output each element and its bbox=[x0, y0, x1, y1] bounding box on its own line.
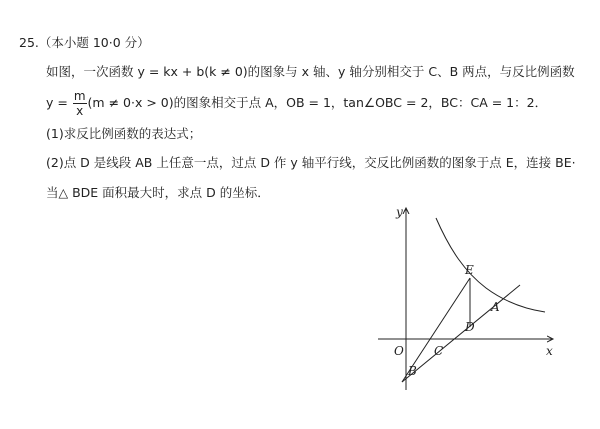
label-x-axis: x bbox=[546, 344, 553, 358]
hyperbola-curve bbox=[436, 218, 545, 312]
problem-header: 25.（本小题 10·0 分） bbox=[19, 35, 150, 50]
part-1-question: (1)求反比例函数的表达式； bbox=[46, 126, 202, 141]
fraction-denominator: x bbox=[76, 104, 84, 118]
problem-line-1: 如图，一次函数 y = kx + b(k ≠ 0)的图象与 x 轴、y 轴分别相交于 C、B 两点，与反比例函数 bbox=[46, 64, 575, 79]
label-y-axis: y bbox=[396, 205, 403, 219]
formula-tail: (m ≠ 0·x > 0)的图象相交于点 A，OB = 1，tan∠OBC = 2，BC：CA = 1：2． bbox=[87, 95, 548, 110]
line-bc bbox=[402, 285, 520, 382]
part-2-question-line-2: 当△ BDE 面积最大时，求点 D 的坐标． bbox=[46, 185, 270, 200]
label-point-a: A bbox=[491, 300, 500, 314]
fraction-numerator: m bbox=[73, 89, 86, 103]
formula-lead: y = bbox=[46, 95, 68, 110]
label-point-e: E bbox=[465, 263, 474, 277]
label-point-c: C bbox=[434, 344, 444, 358]
label-point-d: D bbox=[465, 320, 475, 334]
label-point-b: B bbox=[408, 364, 417, 378]
part-2-question-line-1: (2)点 D 是线段 AB 上任意一点，过点 D 作 y 轴平行线，交反比例函数的图象于点 E，连接 BE· bbox=[46, 155, 576, 170]
label-origin: O bbox=[394, 344, 404, 358]
